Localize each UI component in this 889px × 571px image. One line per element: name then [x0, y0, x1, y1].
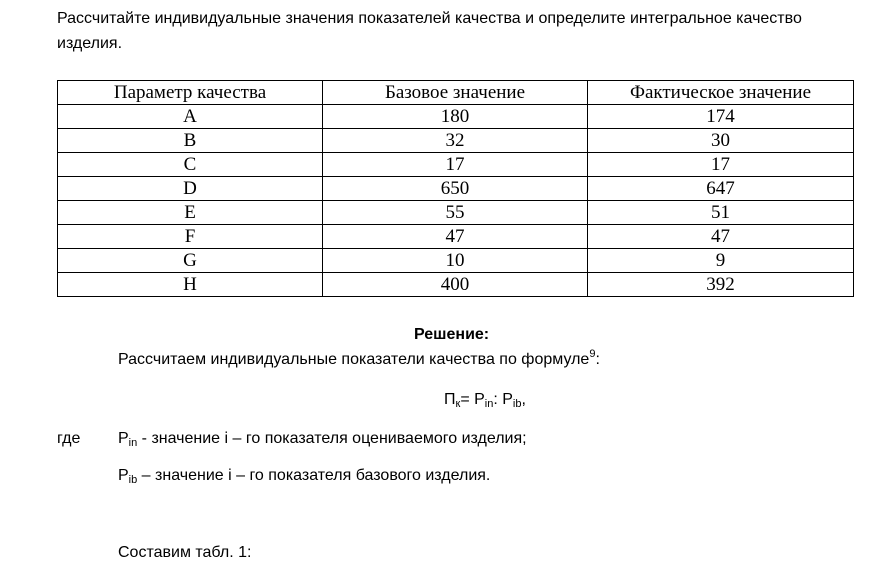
formula-lhs: П	[444, 391, 456, 408]
task-statement: Рассчитайте индивидуальные значения показателей качества и определите интегральное качество изделия.	[57, 10, 802, 52]
column-header-base-value: Базовое значение	[323, 81, 588, 105]
formula-intro-colon: :	[595, 351, 600, 368]
cell-base-value: 10	[323, 249, 588, 273]
footnote-reference: 9	[589, 348, 596, 360]
column-header-actual-value: Фактическое значение	[588, 81, 854, 105]
cell-actual-value: 17	[588, 153, 854, 177]
cell-actual-value: 51	[588, 201, 854, 225]
formula-intro-line	[118, 348, 600, 369]
cell-parameter: B	[58, 129, 323, 153]
compose-table-text: Составим табл. 1:	[118, 544, 252, 561]
cell-parameter: H	[58, 273, 323, 297]
cell-parameter: D	[58, 177, 323, 201]
formula-separator: :	[493, 391, 503, 408]
table-row	[58, 129, 854, 153]
definition-pib-text: – значение i – го показателя базового изделия.	[137, 467, 491, 484]
cell-actual-value: 9	[588, 249, 854, 273]
quality-index-formula	[444, 391, 526, 409]
cell-base-value: 180	[323, 105, 588, 129]
cell-actual-value: 647	[588, 177, 854, 201]
definition-pib-symbol: P	[118, 467, 129, 484]
table-row	[58, 225, 854, 249]
cell-base-value: 650	[323, 177, 588, 201]
cell-base-value: 32	[323, 129, 588, 153]
formula-denominator: P	[502, 391, 513, 408]
formula-numerator-subscript: in	[484, 398, 494, 410]
quality-parameters-table	[57, 80, 854, 297]
definition-pin	[118, 430, 527, 448]
cell-parameter: C	[58, 153, 323, 177]
definition-pin-subscript: in	[128, 437, 138, 449]
cell-base-value: 55	[323, 201, 588, 225]
formula-equals: =	[460, 391, 475, 408]
where-label: где	[57, 430, 81, 447]
cell-actual-value: 174	[588, 105, 854, 129]
table-row	[58, 177, 854, 201]
formula-lhs-subscript: к	[455, 398, 461, 410]
cell-actual-value: 392	[588, 273, 854, 297]
definition-pib-subscript: ib	[128, 474, 138, 486]
table-row	[58, 201, 854, 225]
table-row	[58, 249, 854, 273]
definition-pin-symbol: P	[118, 430, 129, 447]
cell-actual-value: 30	[588, 129, 854, 153]
formula-intro-text: Рассчитаем индивидуальные показатели качества по формуле	[118, 351, 590, 368]
cell-parameter: E	[58, 201, 323, 225]
column-header-parameter: Параметр качества	[58, 81, 323, 105]
table-row	[58, 153, 854, 177]
cell-parameter: G	[58, 249, 323, 273]
cell-actual-value: 47	[588, 225, 854, 249]
table-row	[58, 273, 854, 297]
formula-end: ,	[521, 391, 526, 408]
definition-pib	[118, 467, 490, 485]
formula-denominator-subscript: ib	[512, 398, 522, 410]
cell-base-value: 400	[323, 273, 588, 297]
cell-parameter: A	[58, 105, 323, 129]
cell-base-value: 17	[323, 153, 588, 177]
cell-base-value: 47	[323, 225, 588, 249]
solution-heading: Решение:	[414, 326, 490, 343]
definition-pin-text: - значение i – го показателя оцениваемого изделия;	[137, 430, 527, 447]
formula-numerator: P	[474, 391, 485, 408]
table-row	[58, 105, 854, 129]
cell-parameter: F	[58, 225, 323, 249]
table-header-row	[58, 81, 854, 105]
